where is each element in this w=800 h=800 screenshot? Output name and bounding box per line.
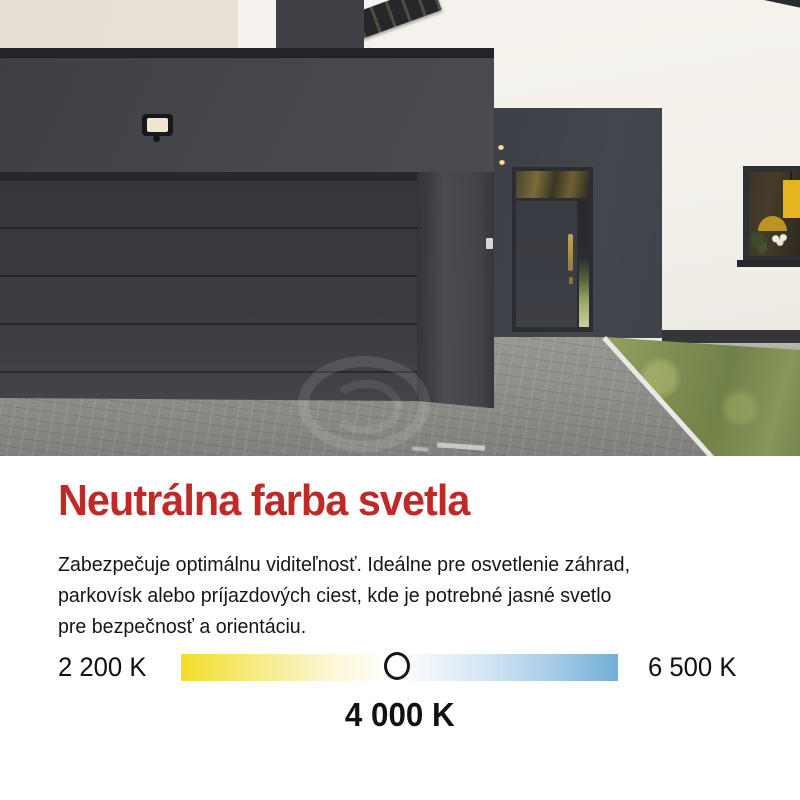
door-transom-window: [516, 171, 589, 198]
house-side-wall: [276, 0, 364, 52]
entrance-wall: [494, 108, 662, 338]
door-assembly: [516, 201, 589, 327]
temp-min-label: 2 200 K: [58, 652, 147, 682]
wall-plinth: [662, 330, 800, 343]
entrance-wall-light: [498, 145, 504, 150]
temp-max-label: 6 500 K: [648, 652, 737, 682]
description-line: pre bezpečnosť a orientáciu.: [58, 616, 307, 638]
temp-current-label: [0, 696, 800, 734]
house-plant: [751, 230, 767, 254]
temp-current-value: 4 000 K: [345, 696, 455, 733]
floodlight-sensor: [153, 135, 160, 142]
door-handle: [568, 234, 573, 271]
garage-block: [0, 48, 494, 410]
description-line: Zabezpečuje optimálnu viditeľnosť. Ideálne pre osvetlenie záhrad,: [58, 554, 631, 576]
pendant-lamp: [783, 180, 800, 218]
window-interior: [749, 172, 800, 256]
entrance-door: [512, 167, 593, 332]
watermark: [330, 380, 402, 434]
door-lock: [569, 277, 573, 284]
living-room-window: [743, 166, 800, 262]
description-line: parkovísk alebo príjazdových ciest, kde je potrebné jasné svetlo: [58, 585, 612, 607]
entrance-wall-light: [499, 160, 505, 165]
temp-marker[interactable]: [384, 652, 410, 680]
flowers: [769, 234, 791, 246]
door-sidelight: [579, 201, 589, 327]
garage-lintel-shadow: [0, 172, 417, 181]
section-title: Neutrálna farba svetla: [58, 476, 470, 525]
floodlight-panel: [147, 118, 168, 132]
wall-floodlight: [142, 114, 173, 136]
info-card: [0, 456, 800, 800]
garage-roof-trim: [0, 48, 494, 58]
window-sill: [737, 260, 800, 267]
table-lamp: [758, 216, 787, 231]
doorbell-intercom: [486, 238, 493, 249]
